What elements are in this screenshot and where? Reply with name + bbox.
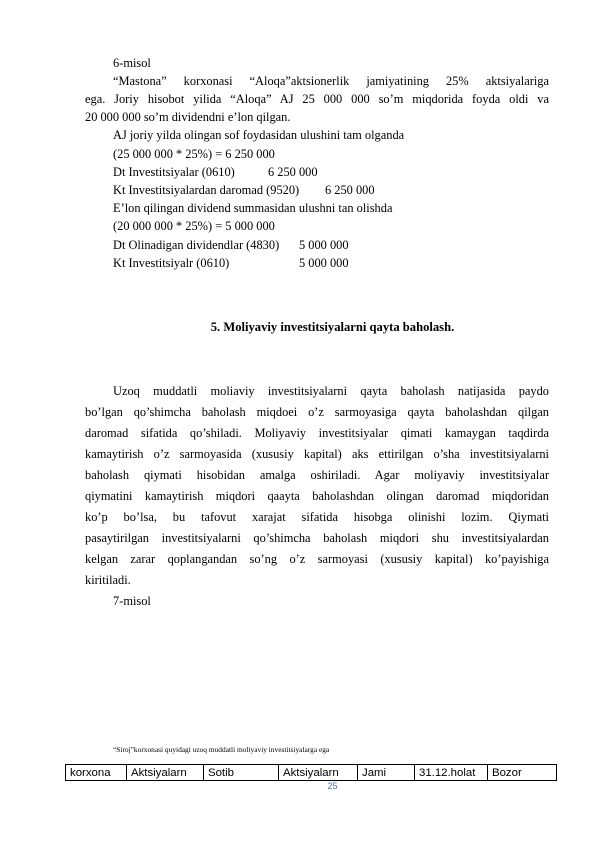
table-header-cell: korxona [66,765,127,781]
section-para-line-1: Uzoq muddatli moliaviy investitsiyalarni qayta baholash natijasida paydo [113,384,549,398]
example6-title: 6-misol [113,56,151,70]
entry1-label: Dt Investitsiyalar (0610) [113,165,235,179]
section-para-line-9: kelgan zarar qoplangandan so’ng o’z sarmoyasi (xususiy kapital) ko’payishiga [85,552,549,566]
entry1-value: 6 250 000 [268,165,318,179]
table-header-row [66,765,557,781]
example6-calc1: (25 000 000 * 25%) = 6 250 000 [113,147,275,161]
entry4-label: Kt Investitsiyalr (0610) [113,256,230,270]
table-header-cell: 31.12.holat [415,765,488,781]
table-header-cell: Aktsiyalarn [127,765,204,781]
investments-table [65,764,557,781]
entry2-value: 6 250 000 [325,183,375,197]
entry3-value: 5 000 000 [299,238,349,252]
table-header-cell: Bozor [488,765,557,781]
entry4-value: 5 000 000 [299,256,349,270]
section-heading: 5. Moliyaviy investitsiyalarni qayta baholash. [210,320,455,334]
example6-line1: AJ joriy yilda olingan sof foydasidan ulushini tam olganda [113,128,405,142]
table-header-cell: Sotib [204,765,279,781]
table-header-cell: Aktsiyalarn [279,765,358,781]
example6-para-line-1: “Mastona” korxonasi “Aloqa”aktsionerlik jamiyatining 25% aktsiyalariga [113,74,549,88]
section-para-line-5: baholash qiymati hisobidan amalga oshiriladi. Agar moliyaviy investitsiyalar [85,468,549,482]
section-para-line-7: ko’p bo’lsa, bu tafovut xarajat sifatida hisobga olinishi lozim. Qiymati [85,510,549,524]
section-para-line-10: kiritiladi. [85,573,131,587]
example6-para-line-3: 20 000 000 so’m dividendni e’lon qilgan. [85,110,291,124]
example6-para-line-2: ega. Joriy hisobot yilida “Aloqa” AJ 25 000 000 so’m miqdorida foyda oldi va [85,92,549,106]
entry3-label: Dt Olinadigan dividendlar (4830) [113,238,280,252]
example6-calc2: (20 000 000 * 25%) = 5 000 000 [113,219,275,233]
section-para-line-6: qiymatini kamaytirish miqdori qaayta baholashdan olingan daromad miqdoridan [85,489,549,503]
table-header-cell: Jami [358,765,415,781]
section-para-line-3: daromad sifatida qo’shiladi. Moliyaviy investitsiyalar qimati kamaygan taqdirda [85,426,549,440]
section-para-line-4: kamaytirish o’z sarmoyasida (xususiy kapital) aks ettirilgan o’sha investitsiyalarni [85,447,549,461]
section-para-line-2: bo’lgan qo’shimcha baholash miqdoei o’z sarmoyasiga qayta baholashdan qilgan [85,405,549,419]
page-number: 25 [327,781,338,791]
entry2-label: Kt Investitsiyalardan daromad (9520) [113,183,300,197]
section-para-line-8: pasaytirilgan investitsiyalarni qo’shimcha baholash miqdori shu investitsiyalardan [85,531,549,545]
example7-note: “Siroj”korxonasi quyidagi uzoq muddatli moliyaviy investitsiyalarga ega [113,745,330,754]
example6-line2: E’lon qilingan dividend summasidan ulushni tan olishda [113,201,393,215]
example7-title: 7-misol [113,594,151,608]
